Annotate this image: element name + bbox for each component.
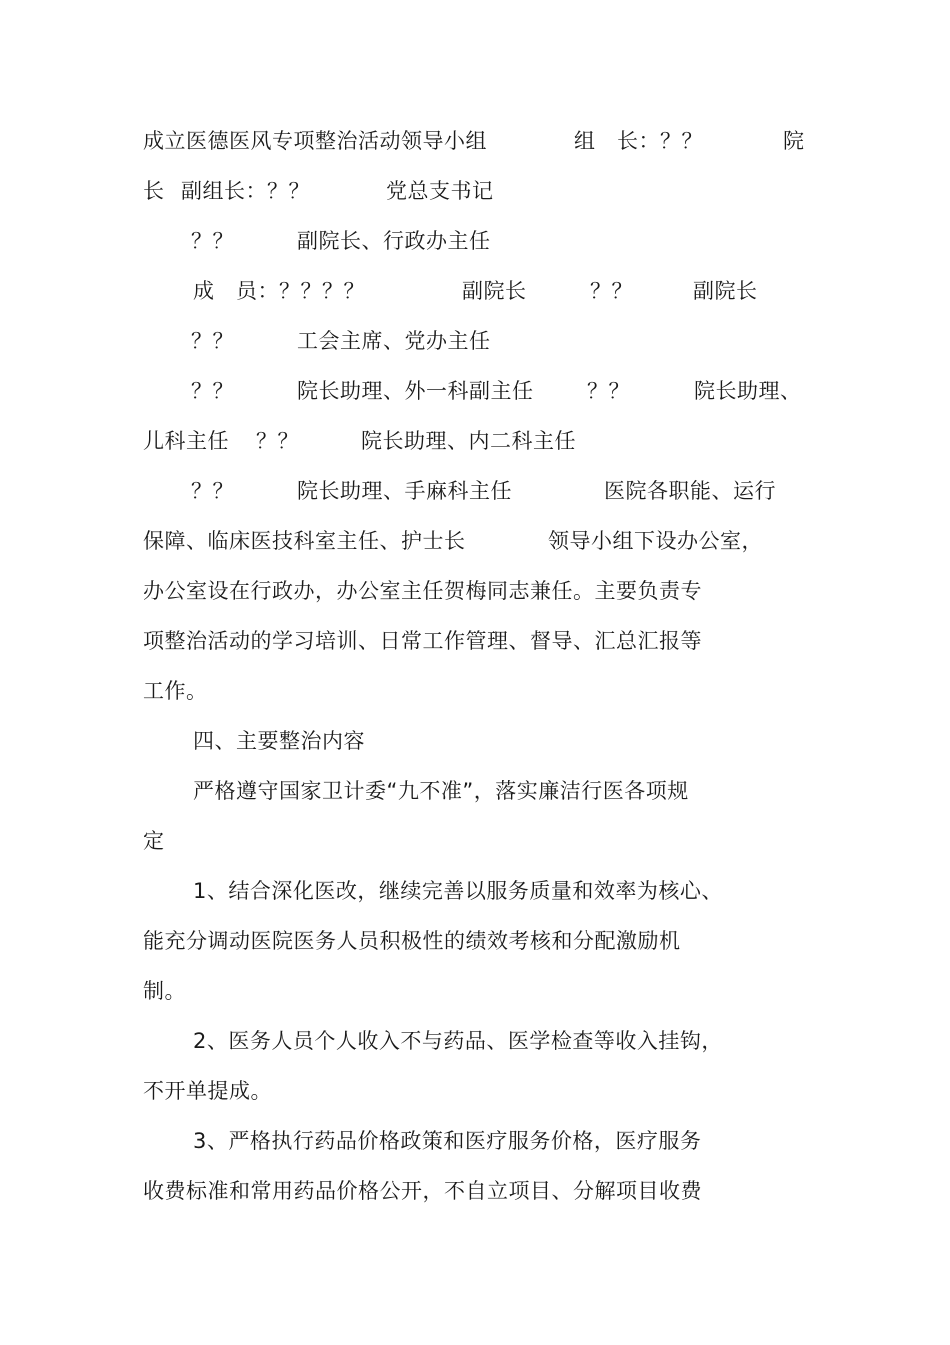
text-segment: 副组长：？？ bbox=[181, 179, 310, 203]
text-segment: 四、主要整治内容 bbox=[193, 729, 365, 753]
text-segment: 组 长：？？ bbox=[574, 129, 703, 153]
text-segment: 1、结合深化医改，继续完善以服务质量和效率为核心、 bbox=[193, 879, 723, 903]
text-segment: 制。 bbox=[143, 979, 186, 1003]
text-segment: 成 员：？？？？ bbox=[193, 279, 365, 303]
text-segment: 党总支书记 bbox=[386, 179, 494, 203]
text-segment: 长 bbox=[143, 179, 165, 203]
text-segment: 院长助理、手麻科主任 bbox=[297, 479, 512, 503]
text-segment: 办公室设在行政办，办公室主任贺梅同志兼任。主要负责专 bbox=[143, 579, 702, 603]
text-segment: 儿科主任 bbox=[143, 429, 229, 453]
text-segment: 成立医德医风专项整治活动领导小组 bbox=[143, 129, 487, 153]
text-segment: 保障、临床医技科室主任、护士长 bbox=[143, 529, 466, 553]
text-segment: 副院长 bbox=[693, 279, 758, 303]
text-segment: 收费标准和常用药品价格公开，不自立项目、分解项目收费 bbox=[143, 1179, 702, 1203]
text-segment: 严格遵守国家卫计委“九不准”，落实廉洁行医各项规 bbox=[193, 779, 689, 803]
text-segment: ？？ bbox=[590, 279, 633, 303]
text-segment: 不开单提成。 bbox=[143, 1079, 272, 1103]
text-segment: ？？ bbox=[191, 229, 234, 253]
text-segment: 院长助理、内二科主任 bbox=[361, 429, 576, 453]
text-segment: 工会主席、党办主任 bbox=[297, 329, 491, 353]
text-segment: ？？ bbox=[587, 379, 630, 403]
text-segment: ？？ bbox=[256, 429, 299, 453]
text-segment: 副院长 bbox=[462, 279, 527, 303]
text-segment: 项整治活动的学习培训、日常工作管理、督导、汇总汇报等 bbox=[143, 629, 702, 653]
text-segment: 院长助理、外一科副主任 bbox=[297, 379, 534, 403]
text-segment: 院 bbox=[783, 129, 805, 153]
text-segment: 院长助理、 bbox=[694, 379, 802, 403]
text-segment: ？？ bbox=[191, 479, 234, 503]
text-segment: 医院各职能、运行 bbox=[604, 479, 776, 503]
text-segment: 领导小组下设办公室， bbox=[548, 529, 763, 553]
text-segment: 定 bbox=[143, 829, 165, 853]
text-segment: 能充分调动医院医务人员积极性的绩效考核和分配激励机 bbox=[143, 929, 681, 953]
text-segment: ？？ bbox=[191, 329, 234, 353]
text-segment: 工作。 bbox=[143, 679, 208, 703]
text-segment: 3、严格执行药品价格政策和医疗服务价格，医疗服务 bbox=[193, 1129, 702, 1153]
text-segment: ？？ bbox=[191, 379, 234, 403]
text-segment: 2、医务人员个人收入不与药品、医学检查等收入挂钩， bbox=[193, 1029, 723, 1053]
text-segment: 副院长、行政办主任 bbox=[297, 229, 491, 253]
